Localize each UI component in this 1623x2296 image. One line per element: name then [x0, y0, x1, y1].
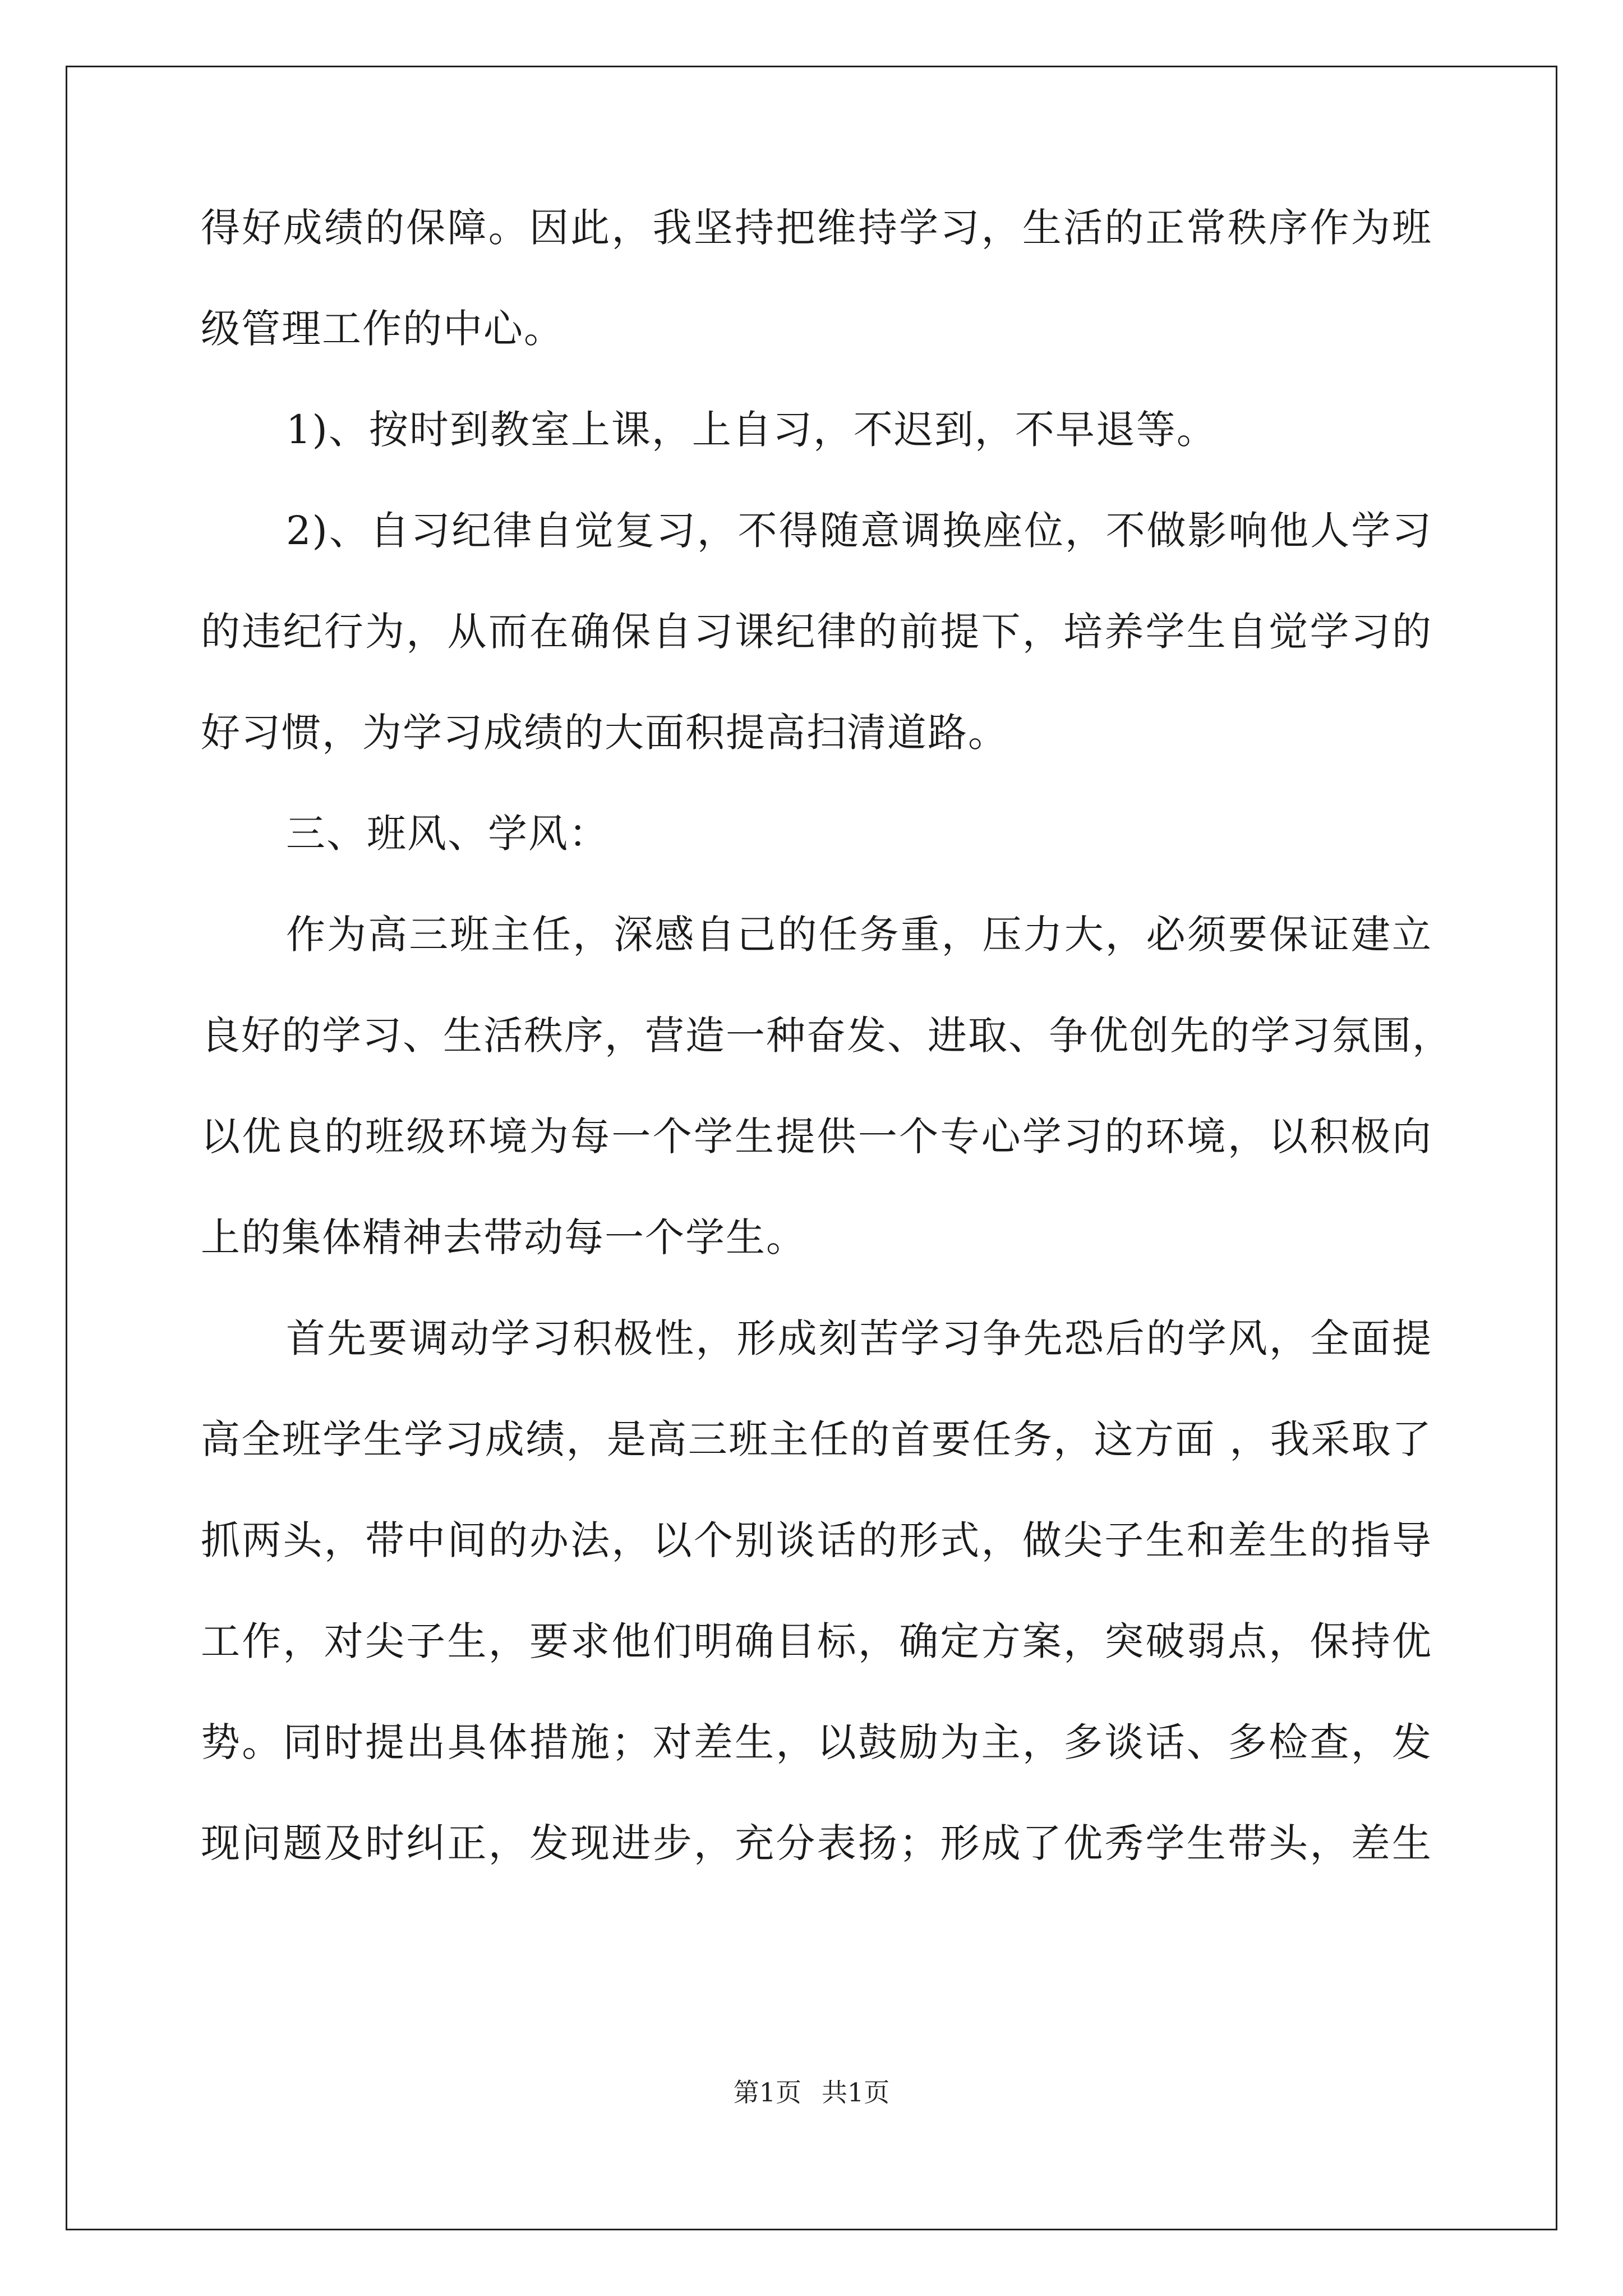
list-item: 2)、自习纪律自觉复习，不得随意调换座位，不做影响他人学习 — [286, 508, 1432, 554]
text-line: 势。同时提出具体措施；对差生，以鼓励为主，多谈话、多检查，发 — [201, 1719, 1432, 1765]
text-line: 现问题及时纠正，发现进步，充分表扬；形成了优秀学生带头，差生 — [201, 1820, 1432, 1866]
document-body — [201, 200, 1453, 1871]
text-line: 以优良的班级环境为每一个学生提供一个专心学习的环境，以积极向 — [201, 1114, 1432, 1159]
text-line: 级管理工作的中心。 — [201, 306, 564, 352]
text-line: 的违纪行为，从而在确保自习课纪律的前提下，培养学生自觉学习的 — [201, 609, 1432, 655]
text-line: 得好成绩的保障。因此，我坚持把维持学习，生活的正常秩序作为班 — [201, 205, 1432, 251]
text-line: 上的集体精神去带动每一个学生。 — [201, 1214, 806, 1260]
text-line: 抓两头，带中间的办法，以个别谈话的形式，做尖子生和差生的指导 — [201, 1517, 1432, 1563]
page-total: 共1页 — [822, 2077, 890, 2108]
text-line: 作为高三班主任，深感自己的任务重，压力大，必须要保证建立 — [286, 912, 1432, 958]
text-line: 良好的学习、生活秩序，营造一种奋发、进取、争优创先的学习氛围， — [201, 1013, 1453, 1059]
page-footer — [0, 2076, 1623, 2109]
text-line: 高全班学生学习成绩，是高三班主任的首要任务，这方面 ，我采取了 — [201, 1416, 1432, 1462]
section-heading: 三、班风、学风： — [286, 811, 609, 857]
text-line: 首先要调动学习积极性，形成刻苦学习争先恐后的学风，全面提 — [286, 1315, 1432, 1361]
list-item: 1)、按时到教室上课，上自习，不迟到，不早退等。 — [286, 407, 1217, 453]
page-number: 第1页 — [733, 2077, 801, 2108]
text-line: 好习惯，为学习成绩的大面积提高扫清道路。 — [201, 710, 1008, 756]
text-line: 工作，对尖子生，要求他们明确目标，确定方案，突破弱点，保持优 — [201, 1618, 1432, 1664]
